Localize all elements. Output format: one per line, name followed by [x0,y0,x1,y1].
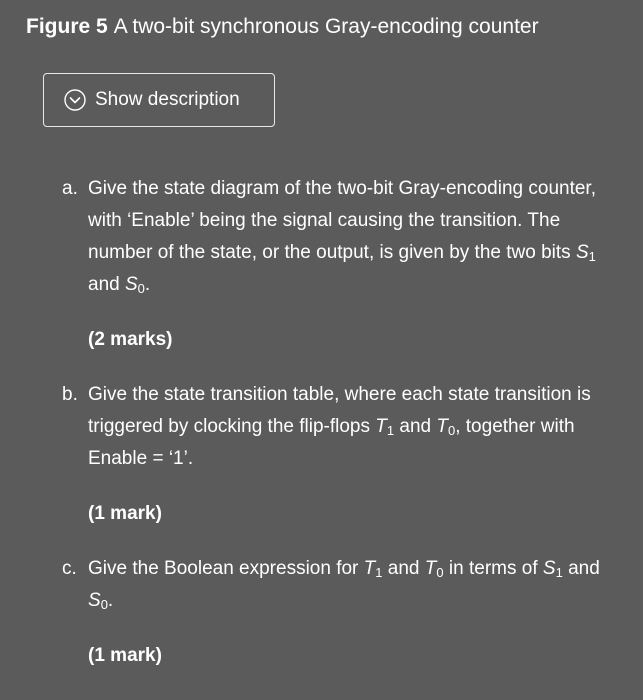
subscript: 0 [137,281,145,296]
subscript: 0 [436,565,444,580]
question-c-text: in terms of [443,558,543,579]
var-t: T [375,416,387,437]
question-c [62,553,608,617]
var-t: T [424,558,437,579]
question-a-text: and [88,274,125,295]
question-a [62,173,608,301]
var-s: S [124,274,138,295]
question-c-letter: c. [62,558,77,579]
question-c-text: . [107,590,114,611]
subscript: 0 [100,597,108,612]
var-t: T [363,558,376,579]
var-s: S [88,590,101,611]
figure-label: Figure 5 [26,15,108,38]
figure-title [26,13,539,41]
question-c-marks: (1 mark) [88,645,162,666]
question-c-text: and [562,558,600,579]
show-description-label: Show description [95,89,240,110]
question-b-marks: (1 mark) [88,503,162,524]
var-s: S [542,558,556,579]
subscript: 1 [386,423,395,438]
question-a-letter: a. [62,178,78,199]
question-b-letter: b. [62,384,78,405]
subscript: 1 [588,249,596,264]
subscript: 1 [375,565,383,580]
show-description-button[interactable] [43,73,275,127]
question-b-text: Give the state transition table, where each state transition is triggered by clocking the flip-flops [88,384,591,437]
chevron-down-circle-icon [64,89,86,111]
var-t: T [436,416,448,437]
question-a-marks: (2 marks) [88,329,173,350]
question-list [0,173,643,672]
question-c-text: and [382,558,425,579]
figure-caption: A two-bit synchronous Gray-encoding counter [113,15,539,38]
question-c-text: Give the Boolean expression for [88,558,364,579]
question-b [62,379,608,475]
subscript: 1 [555,565,563,580]
var-s: S [575,242,589,263]
question-b-text: and [394,416,437,437]
question-a-text: Give the state diagram of the two-bit Gray-encoding counter, with ‘Enable’ being the signal causing the transition. The number of the state, or the output, is given by the two bits [88,178,596,263]
question-b-text: , together with Enable = ‘1’. [88,416,575,469]
question-a-text: . [144,274,151,295]
subscript: 0 [447,423,456,438]
